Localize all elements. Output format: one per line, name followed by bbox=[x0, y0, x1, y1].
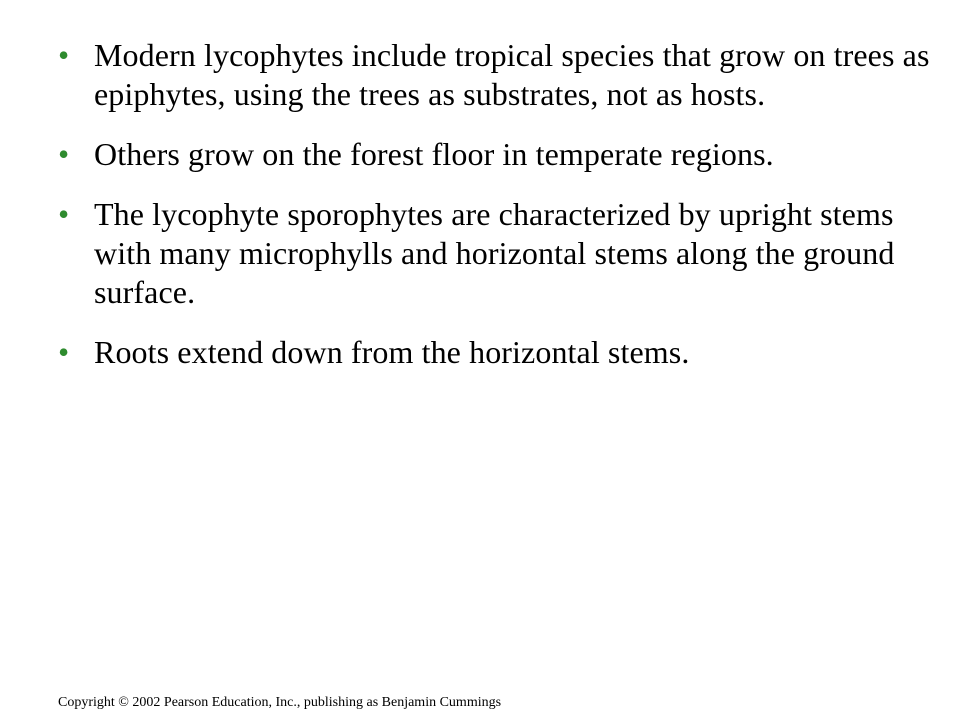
bullet-text: Modern lycophytes include tropical species that grow on trees as epiphytes, using the trees as substrates, not as hosts. bbox=[94, 37, 930, 112]
bullet-icon: • bbox=[58, 334, 70, 370]
bullet-item bbox=[58, 195, 938, 312]
bullet-icon: • bbox=[58, 196, 70, 232]
bullet-icon: • bbox=[58, 37, 70, 73]
bullet-item bbox=[58, 333, 938, 372]
copyright-notice: Copyright © 2002 Pearson Education, Inc., publishing as Benjamin Cummings bbox=[58, 695, 502, 710]
bullet-item bbox=[58, 135, 938, 174]
bullet-text: Roots extend down from the horizontal stems. bbox=[94, 334, 690, 370]
bullet-icon: • bbox=[58, 136, 70, 172]
bullet-item bbox=[58, 36, 938, 114]
bullet-text: Others grow on the forest floor in temperate regions. bbox=[94, 136, 774, 172]
bullet-list bbox=[58, 36, 938, 393]
bullet-text: The lycophyte sporophytes are characterized by upright stems with many microphylls and horizontal stems along the ground surface. bbox=[94, 196, 895, 310]
